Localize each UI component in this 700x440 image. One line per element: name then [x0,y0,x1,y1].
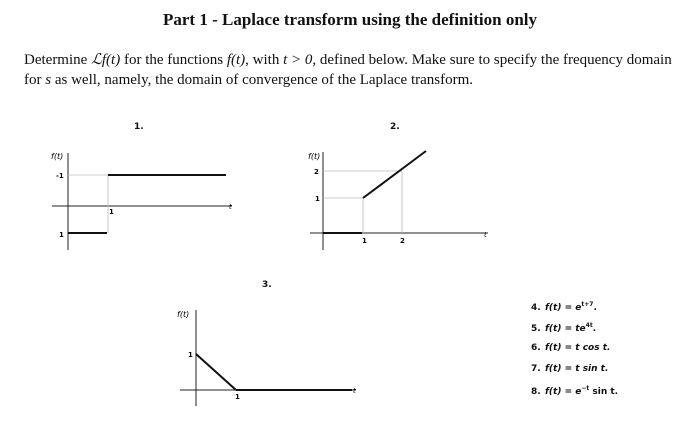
graph-2-y-tick-2: 2 [314,168,319,176]
graph-3-number: 3. [262,280,272,290]
graph-3-x-tick-1: 1 [235,393,240,401]
graph-1-x-tick: 1 [109,208,114,216]
graph-1-y-tick-neg: -1 [56,172,64,180]
laplace-expression: ℒf(t) [91,52,121,68]
list-item: 8. $f(t) = e^{-t}$ sin t. [531,385,619,397]
graph-1-f-label: f(t) [51,152,64,161]
graph-3-y-tick-1: 1 [188,351,193,359]
graph-3-t-label: t [353,387,356,395]
graph-3-f-label: f(t) [177,310,190,319]
graph-3 [177,310,356,406]
list-item: 5. $f(t) = te^{4t}$. [531,322,597,334]
graph-2 [308,151,488,250]
graph-2-number: 2. [390,122,400,132]
graph-2-y-tick-1: 1 [315,195,320,203]
graph-2-x-tick-2: 2 [400,237,405,245]
graph-1-number: 1. [134,122,144,132]
graph-2-segment-ramp [363,151,426,198]
problem-intro: Determine ℒf(t) for the functions f(t), with t > 0, defined below. Make sure to specify the frequency domain for s as well, namely, the domain of convergence of the Laplace transform. [24,52,672,88]
list-item: 7. f(t) = t sin t. [531,364,609,374]
function-list [531,301,618,406]
graph-2-f-label: f(t) [308,152,321,161]
graph-1-y-tick-pos: 1 [59,231,64,239]
graph-2-t-label: t [484,231,487,239]
graph-1-t-label: t [229,203,232,211]
graph-2-x-tick-1: 1 [362,237,367,245]
page-title: Part 1 - Laplace transform using the definition only [163,10,537,29]
list-item: 4. $f(t) = e^{t+7}$. [531,301,597,313]
graph-3-segment-ramp-down [196,354,236,390]
list-item: 6. f(t) = t cos t. [531,343,611,353]
graph-1 [51,152,232,250]
